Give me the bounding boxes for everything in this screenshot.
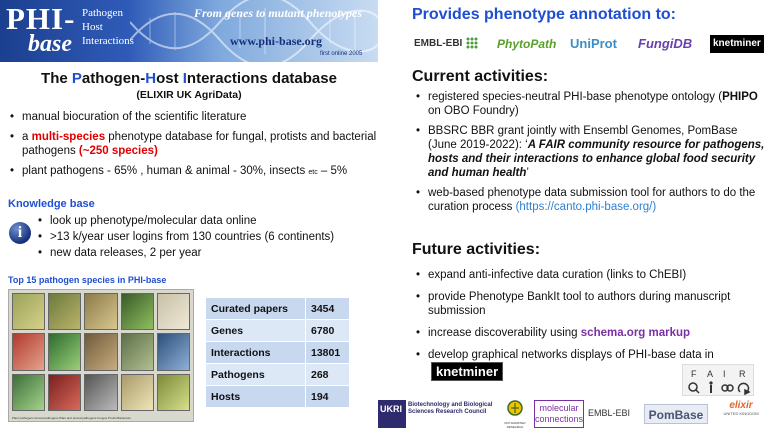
recycle-icon <box>739 383 750 394</box>
pathogen-image <box>121 374 154 411</box>
statistics-table <box>205 297 350 408</box>
list-item: • look up phenotype/molecular data online <box>36 214 376 228</box>
list-item: • manual biocuration of the scientific literature <box>8 110 388 124</box>
fair-letter: R <box>739 369 746 379</box>
uniprot-logo: UniProt <box>570 36 617 51</box>
pathogen-image <box>12 333 45 370</box>
stat-value: 3454 <box>306 298 350 320</box>
partner-logos <box>414 32 766 56</box>
pombase-logo: PomBase <box>644 404 708 424</box>
knowledge-base-bullets <box>36 214 376 262</box>
first-online-note: first online 2005 <box>320 51 363 57</box>
current-activities-heading: Current activities: <box>412 68 549 85</box>
pathogen-image <box>157 374 190 411</box>
stat-value: 194 <box>306 386 350 408</box>
info-icon: i <box>9 222 31 244</box>
pathogen-image <box>48 374 81 411</box>
stat-label: Curated papers <box>206 298 306 320</box>
table-row <box>206 386 350 408</box>
stat-label: Interactions <box>206 342 306 364</box>
current-activities-list <box>414 90 766 220</box>
rothamsted-logo: ROTHAMSTED RESEARCH <box>498 400 532 429</box>
pathogen-image-grid <box>8 289 194 422</box>
pathogen-image <box>84 293 117 330</box>
pathogen-image <box>48 333 81 370</box>
embl-ebi-logo: EMBL-EBI <box>414 32 479 56</box>
pathogen-image <box>84 374 117 411</box>
table-row <box>206 298 350 320</box>
rothamsted-emblem-icon <box>507 400 523 416</box>
phi-base-banner <box>0 0 378 62</box>
fair-letter: A <box>707 369 714 379</box>
brand-subtitle-line: Pathogen <box>82 7 123 19</box>
stat-label: Hosts <box>206 386 306 408</box>
list-item: • develop graphical networks displays of PHI-base data in knetminer <box>414 348 766 381</box>
future-activities-heading: Future activities: <box>412 241 541 258</box>
elixir-logo: elixir UNITED KINGDOM <box>723 400 759 416</box>
magnifier-icon <box>689 383 699 393</box>
pathogen-image <box>121 293 154 330</box>
stat-label: Genes <box>206 320 306 342</box>
brand-phi: PHI- <box>6 1 76 36</box>
pathogen-image <box>12 374 45 411</box>
list-item: • expand anti-infective data curation (links to ChEBI) <box>414 268 766 282</box>
fair-letter: I <box>723 369 726 379</box>
fair-letter: F <box>691 369 697 379</box>
knetminer-logo: knetminer <box>710 35 764 53</box>
list-item: • >13 k/year user logins from 130 countries (6 continents) <box>36 230 376 244</box>
stat-value: 13801 <box>306 342 350 364</box>
brand-base: base <box>28 31 72 57</box>
table-row <box>206 342 350 364</box>
banner-tagline: From genes to mutant phenotypes <box>194 6 363 20</box>
knowledge-base-heading: Knowledge base <box>8 198 95 210</box>
canto-link[interactable]: (https://canto.phi-base.org/) <box>515 201 657 213</box>
pathogen-image <box>157 293 190 330</box>
database-subtitle: (ELIXIR UK AgriData) <box>136 89 242 101</box>
interop-icon <box>722 385 733 391</box>
brand-subtitle-line: Host <box>82 21 103 33</box>
list-item: • increase discoverability using schema.org markup <box>414 326 766 340</box>
pathogen-image <box>48 293 81 330</box>
list-item: • BBSRC BBR grant jointly with Ensembl Genomes, PomBase (June 2019-2022): ‘A FAIR community resource for pathogens, hosts and their interactions to enhance global food security and human health’ <box>414 124 766 180</box>
knetminer-inline-logo: knetminer <box>431 362 503 381</box>
table-row <box>206 364 350 386</box>
list-item: • registered species-neutral PHI-base phenotype ontology (PHIPO on OBO Foundry) <box>414 90 766 118</box>
stat-value: 268 <box>306 364 350 386</box>
brand-subtitle-line: Interactions <box>82 35 134 47</box>
brand-subtitle <box>82 6 162 48</box>
molecular-connections-logo: molecular connections <box>534 400 584 428</box>
list-item: • plant pathogens - 65% , human & animal - 30%, insects etc – 5% <box>8 164 388 180</box>
fair-icon <box>682 364 754 396</box>
fungidb-logo: FungiDB <box>638 36 693 51</box>
overview-bullets <box>8 110 388 186</box>
pathogen-image <box>121 333 154 370</box>
accessibility-icon <box>709 381 712 393</box>
provides-heading: Provides phenotype annotation to: <box>412 6 677 23</box>
pathogen-image <box>12 293 45 330</box>
banner-url-link[interactable]: www.phi-base.org <box>230 34 323 48</box>
pathogen-image <box>84 333 117 370</box>
database-title: The Pathogen-Host Interactions database <box>41 70 337 87</box>
list-item: • a multi-species phenotype database for fungal, protists and bacterial pathogens (~250 species) <box>8 130 388 158</box>
pathogen-image <box>157 333 190 370</box>
phytopath-logo: PhytoPath <box>497 37 557 51</box>
list-item: • web-based phenotype data submission tool for authors to do the curation process (https://canto.phi-base.org/) <box>414 186 766 214</box>
stat-label: Pathogens <box>206 364 306 386</box>
top15-heading: Top 15 pathogen species in PHI-base <box>8 275 167 285</box>
funder-logos <box>376 396 768 432</box>
bbsrc-logo: Biotechnology and Biological Sciences Research Council <box>408 402 493 415</box>
list-item: • new data releases, 2 per year <box>36 246 376 260</box>
list-item: • provide Phenotype BankIt tool to authors during manuscript submission <box>414 290 766 318</box>
ukri-logo: UKRI <box>378 400 406 428</box>
embl-ebi-dots-icon <box>465 36 479 50</box>
table-row <box>206 320 350 342</box>
image-grid-legend: Plant pathogens Animal pathogens Plant and animal pathogens Fungus Protist Bacterium <box>12 416 131 420</box>
embl-ebi-footer-logo: EMBL-EBI <box>588 408 631 418</box>
stat-value: 6780 <box>306 320 350 342</box>
